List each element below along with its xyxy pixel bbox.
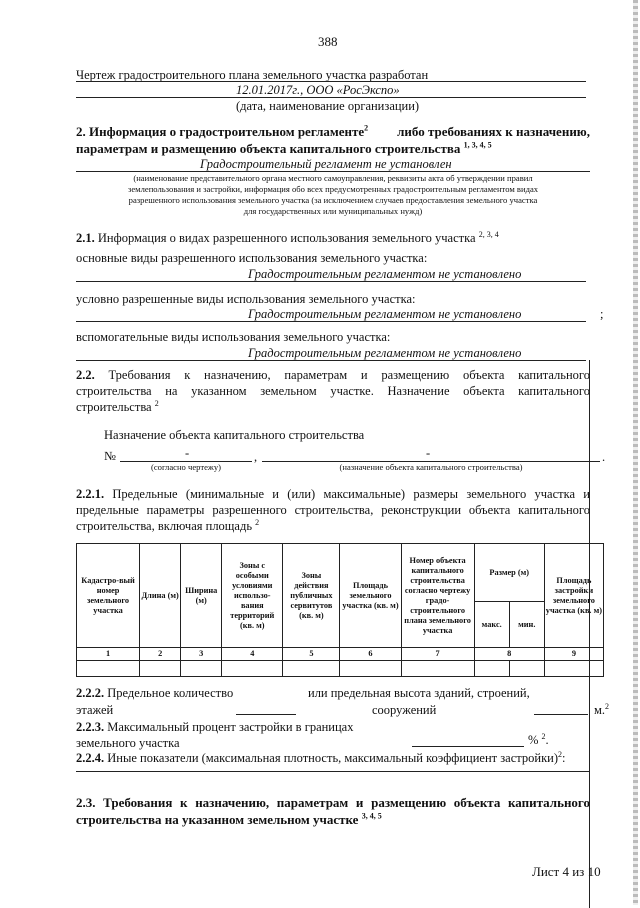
semicolon: ; — [600, 307, 604, 321]
auxiliary-uses-value: Градостроительным регламентом не установлено — [248, 346, 522, 360]
table-cell — [283, 661, 340, 677]
table-cell — [474, 661, 509, 677]
section23-line1: 2.3. Требования к назначению, параметрам и размещению объекта капитального — [76, 795, 591, 810]
floors-line — [236, 714, 296, 715]
section21-title: 2.1. Информация о видах разрешенного использования земельного участка $^{2, 3, 4}$ — [76, 229, 499, 245]
section22-line3: строительства $^2$ — [76, 398, 159, 414]
page-number: 388 — [318, 34, 338, 49]
section222-text-a: 2.2.2. Предельное количество — [76, 686, 234, 700]
divider — [76, 281, 586, 282]
sheet-label: Лист 4 из 10 — [532, 864, 601, 879]
header-special-zones: Зоны с особыми условиями использо-вания территорий (кв. м) — [222, 544, 283, 648]
divider — [76, 771, 590, 772]
section223-text-b: земельного участка — [76, 736, 180, 750]
percent-line — [412, 746, 524, 747]
divider — [76, 321, 586, 322]
column-number: 8 — [474, 648, 544, 661]
table-cell — [509, 661, 544, 677]
section222-text-d: сооружений — [372, 703, 437, 717]
header-cadastral: Кадастро-вый номер земельного участка — [77, 544, 140, 648]
divider — [76, 171, 590, 172]
section221-line3: строительства, включая площадь $^2$ — [76, 517, 260, 533]
section222-unit: м.$^2$ — [594, 701, 610, 717]
dash: - — [185, 446, 190, 460]
table-cell — [77, 661, 140, 677]
section222-text-c: этажей — [76, 703, 114, 717]
developed-value: 12.01.2017г., ООО «РосЭкспо» — [236, 83, 400, 97]
section224-text: 2.2.4. Иные показатели (максимальная плотность, максимальный коэффициент застройки)$^2$: — [76, 749, 566, 765]
comma: , — [254, 450, 258, 464]
column-number: 4 — [222, 648, 283, 661]
table-cell — [544, 661, 603, 677]
dash: - — [426, 446, 431, 460]
section221-line1: 2.2.1. Предельные (минимальные и (или) максимальные) размеры земельного участка и — [76, 487, 590, 501]
column-number: 3 — [181, 648, 222, 661]
height-line — [534, 714, 588, 715]
main-uses-label: основные виды разрешенного использования земельного участка: — [76, 251, 428, 265]
column-number: 7 — [401, 648, 474, 661]
section22-line2: строительства на указанном земельном участке. Назначение объекта капитального — [76, 384, 590, 398]
column-number: 9 — [544, 648, 603, 661]
developed-label: Чертеж градостроительного плана земельного участка разработан — [76, 68, 429, 82]
section22-line1: 2.2. Требования к назначению, параметрам и размещению объекта капитального — [76, 368, 590, 382]
section2-title-line1: 2. Информация о градостроительном регламенте$^2$ либо требованиях к назначению, — [76, 123, 590, 139]
section223-text-a: 2.2.3. Максимальный процент застройки в границах — [76, 720, 354, 734]
section23-line2: строительства на указанном земельном участке $^{3, 4, 5}$ — [76, 811, 382, 827]
column-number: 5 — [283, 648, 340, 661]
header-built-area: Площадь застройки земельного участка (кв. м) — [544, 544, 603, 648]
section2-value: Градостроительный регламент не установлен — [200, 157, 452, 171]
table-cell — [140, 661, 181, 677]
column-number: 1 — [77, 648, 140, 661]
auxiliary-uses-label: вспомогательные виды использования земельного участка: — [76, 330, 391, 344]
table-cell — [222, 661, 283, 677]
purpose-label: Назначение объекта капитального строительства — [104, 428, 365, 442]
page-edge — [633, 0, 638, 905]
header-length: Длина (м) — [140, 544, 181, 648]
caption-purpose: (назначение объекта капитального строительства) — [339, 462, 523, 472]
scan-margin-line — [589, 360, 590, 908]
section221-line2: предельные параметры разрешенного строительства, реконструкции объекта капитального — [76, 503, 590, 517]
table-cell — [340, 661, 401, 677]
main-uses-value: Градостроительным регламентом не установлено — [248, 267, 522, 281]
column-number: 2 — [140, 648, 181, 661]
divider — [76, 360, 586, 361]
parameters-table — [76, 543, 604, 677]
section2-caption: (наименование представительного органа местного самоуправления, реквизиты акта об утверждении правил землепользования и застройки, информация обо всех предусмотренных градостроительным регламентом видах разрешенного использования земельного участка (за исключением случаев предоставления земельного участка для государственных или муниципальных нужд) — [127, 173, 539, 216]
developed-caption: (дата, наименование организации) — [236, 99, 420, 113]
section223-unit: % $^2$. — [528, 731, 549, 747]
header-width: Ширина (м) — [181, 544, 222, 648]
dot: . — [602, 450, 606, 464]
header-area: Площадь земельного участка (кв. м) — [340, 544, 401, 648]
table-cell — [401, 661, 474, 677]
conditional-uses-value: Градостроительным регламентом не установлено — [248, 307, 522, 321]
table-cell — [181, 661, 222, 677]
number-sign: № — [104, 449, 116, 463]
header-object-number: Номер объекта капитального строительства согласно чертежу градо-строительного плана земельного участка — [401, 544, 474, 648]
header-easements: Зоны действия публичных сервитутов (кв. м) — [283, 544, 340, 648]
header-size-min: мин. — [509, 602, 544, 648]
column-number: 6 — [340, 648, 401, 661]
header-size-max: макс. — [474, 602, 509, 648]
conditional-uses-label: условно разрешенные виды использования земельного участка: — [76, 292, 416, 306]
section2-title-line2: параметрам и размещению объекта капитального строительства $^{1, 3, 4, 5}$ — [76, 140, 492, 156]
header-size: Размер (м) — [474, 544, 544, 602]
section222-text-b: или предельная высота зданий, строений, — [308, 686, 530, 700]
caption-drawing: (согласно чертежу) — [150, 462, 221, 472]
